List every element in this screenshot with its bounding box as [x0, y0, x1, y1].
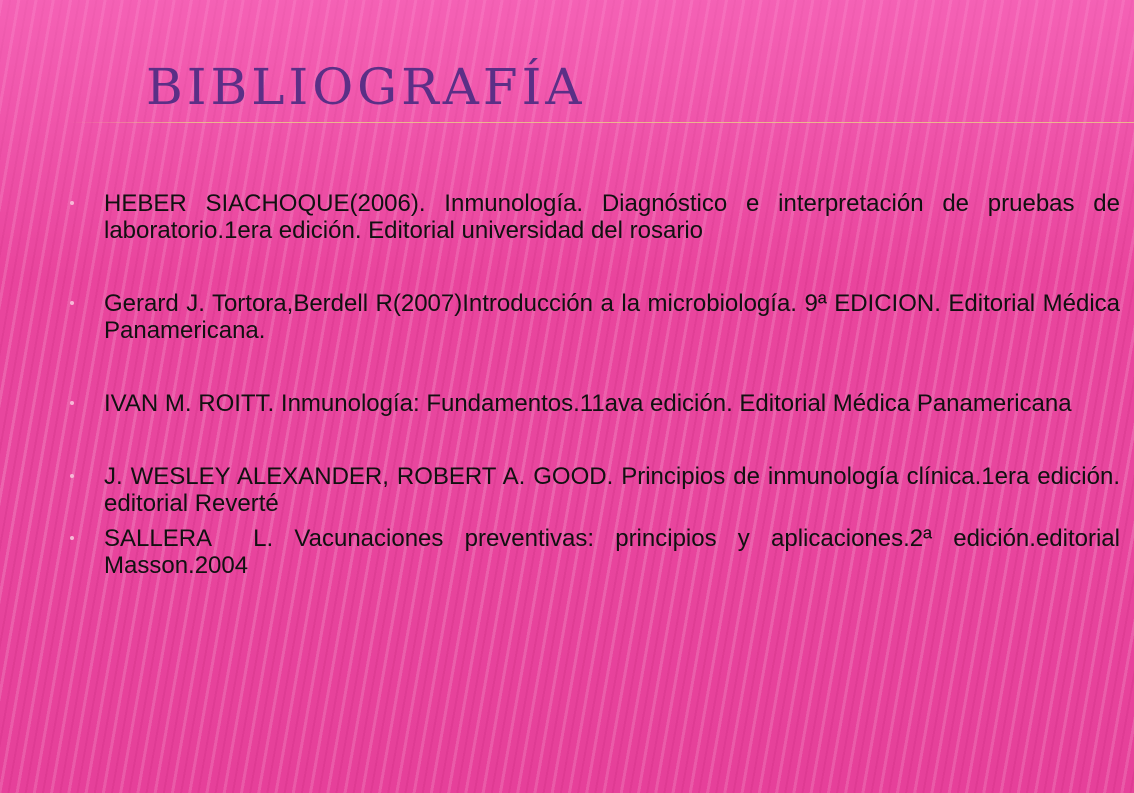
bibliography-item [104, 290, 1120, 344]
bullet-dot-icon [70, 301, 74, 305]
bibliography-item-text: J. WESLEY ALEXANDER, ROBERT A. GOOD. Principios de inmunología clínica.1era edición. editorial Reverté [104, 463, 1120, 517]
bibliography-item [104, 463, 1120, 517]
slide-title: BIBLIOGRAFÍA [146, 58, 586, 116]
bibliography-item [104, 525, 1127, 579]
bibliography-item-text: IVAN M. ROITT. Inmunología: Fundamentos.11ava edición. Editorial Médica Panamericana [104, 390, 1072, 417]
title-underline-rule [70, 122, 1134, 123]
bibliography-item-text: Gerard J. Tortora,Berdell R(2007)Introducción a la microbiología. 9ª EDICION. Editorial Médica Panamericana. [104, 290, 1120, 344]
bibliography-list [104, 190, 1127, 579]
bullet-dot-icon [70, 201, 74, 205]
bibliography-item [104, 190, 1120, 244]
bibliography-item [104, 390, 1120, 417]
bullet-dot-icon [70, 536, 74, 540]
bibliography-item-text: HEBER SIACHOQUE(2006). Inmunología. Diagnóstico e interpretación de pruebas de laboratorio.1era edición. Editorial universidad del rosario [104, 190, 1120, 244]
bullet-dot-icon [70, 401, 74, 405]
bullet-dot-icon [70, 474, 74, 478]
bibliography-item-text: SALLERA L. Vacunaciones preventivas: principios y aplicaciones.2ª edición.editorial Masson.2004 [104, 525, 1127, 579]
